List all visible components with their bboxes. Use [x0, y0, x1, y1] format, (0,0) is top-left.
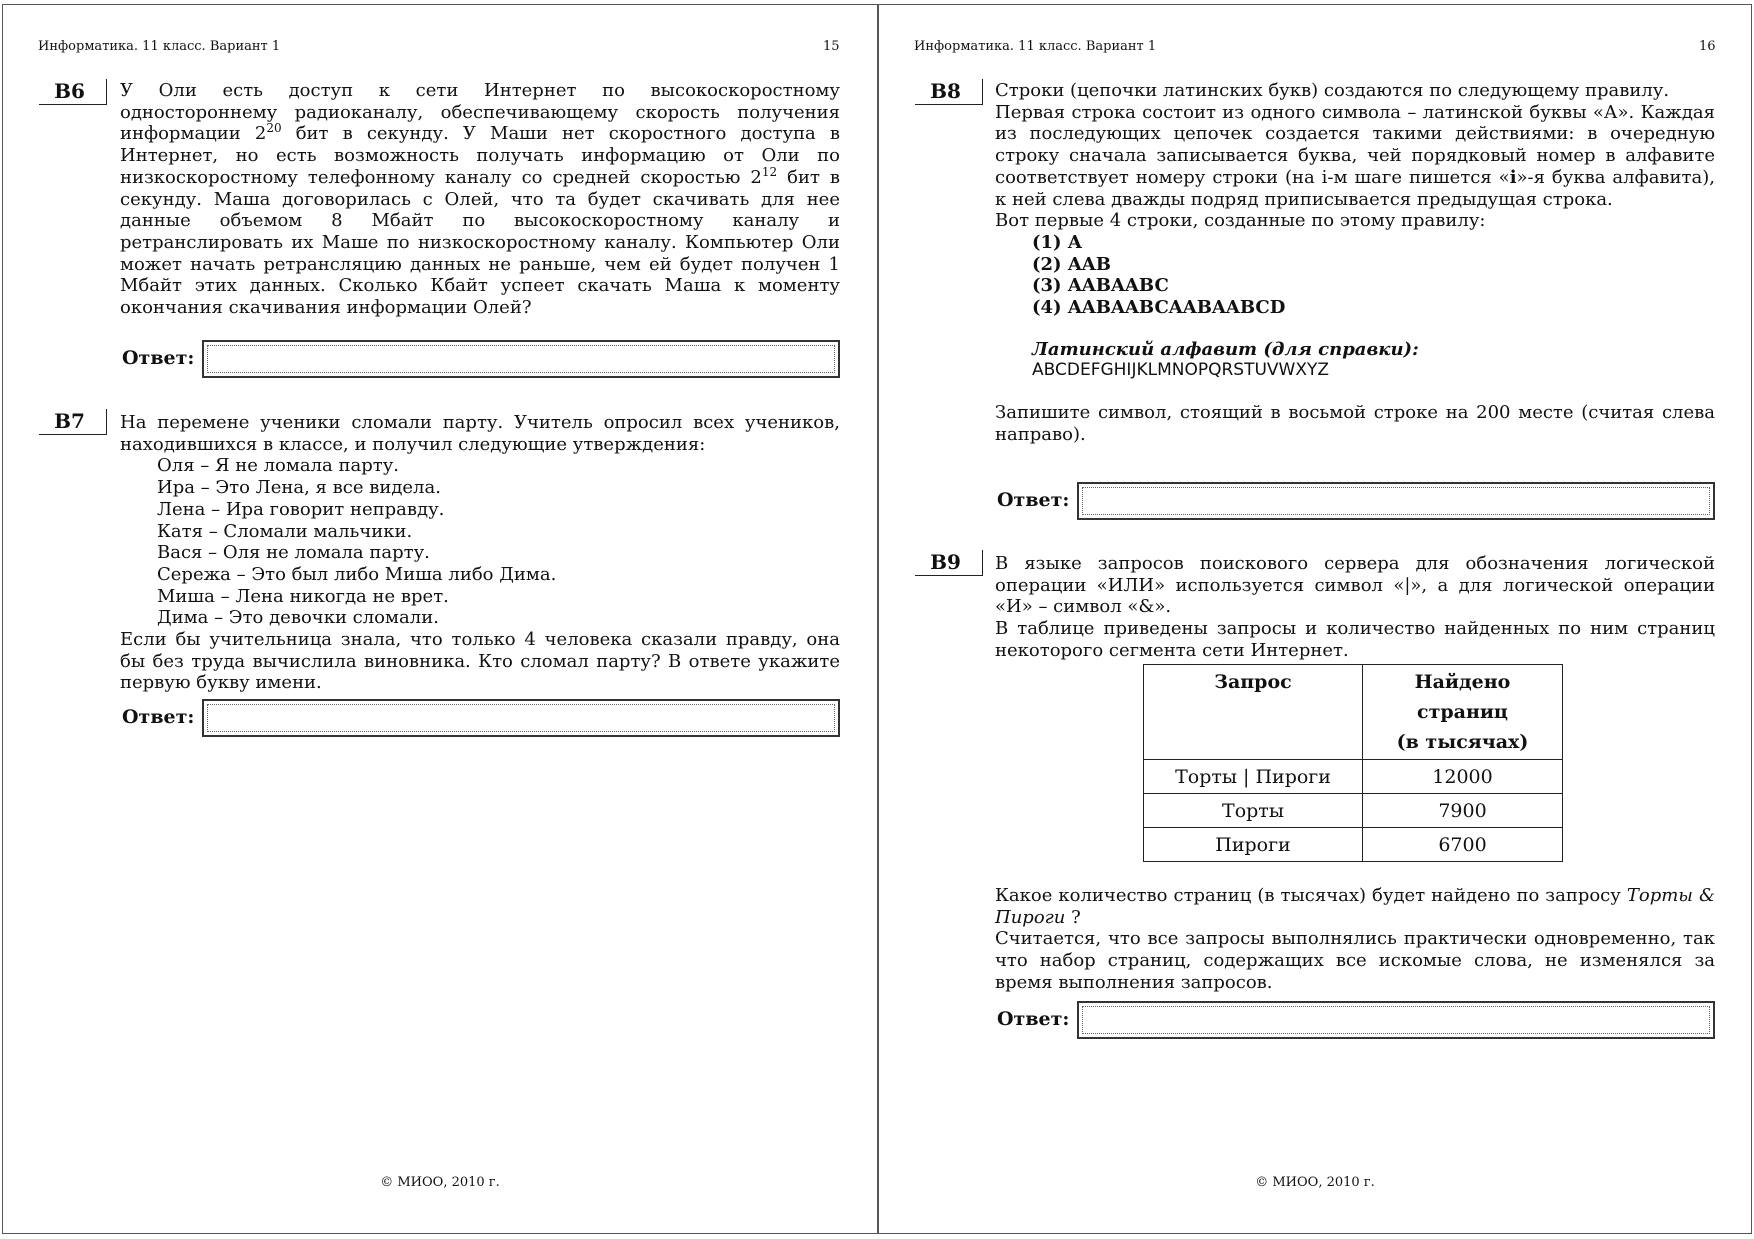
- task-label: B9: [915, 550, 983, 576]
- page-header-title: Информатика. 11 класс. Вариант 1: [38, 39, 281, 54]
- row-item: (4) AABAABCAABAABCD: [1032, 297, 1286, 319]
- statement: Ира – Это Лена, я все видела.: [157, 477, 441, 499]
- exponent: 12: [761, 164, 778, 179]
- task-text-part: бит в секунду. Маша договорилась с Олей, что та будет скачивать для нее данные объемом 8 Мбайт по высокоскоростному каналу и ретранслировать их Маше по низкоскоростному каналу. Компьютер Оли может начать ретрансляцию данных не раньше, чем ей будет получен 1 Мбайт этих данных. Сколько Кбайт успеет скачать Маша к моменту окончания скачивания информации Олей?: [120, 166, 840, 319]
- task-label: B7: [39, 409, 107, 435]
- left-page: [2, 4, 878, 1234]
- page-number: 16: [1699, 39, 1716, 54]
- table-header-row: [1144, 665, 1563, 760]
- answer-label: Ответ:: [122, 706, 195, 728]
- answer-input[interactable]: [1077, 1001, 1715, 1039]
- table-header-line: Найдено: [1414, 671, 1511, 693]
- task-paragraph: В языке запросов поискового сервера для обозначения логической операции «ИЛИ» используется символ «|», а для логической операции «И» – символ «&».: [995, 553, 1715, 618]
- task-label: B6: [39, 79, 107, 105]
- task-intro: На перемене ученики сломали парту. Учитель опросил всех учеников, находившихся в классе, и получил следующие утверждения:: [120, 412, 840, 455]
- table-row: [1144, 794, 1563, 828]
- table-cell-count: 12000: [1363, 760, 1563, 794]
- table-header-line: (в тысячах): [1396, 731, 1529, 753]
- page-header-title: Информатика. 11 класс. Вариант 1: [914, 39, 1157, 54]
- table-row: [1144, 828, 1563, 862]
- table-cell-query: Торты | Пироги: [1144, 760, 1363, 794]
- task-text-part: Первая строка состоит из одного символа – латинской буквы «А». Каждая из последующих цепочек создается такими действиями: в очередную строку сначала записывается буква, чей порядковый номер в алфавите соответствует номеру строки (на i-м шаге пишется «: [995, 101, 1715, 188]
- page-footer: © МИОО, 2010 г.: [380, 1175, 500, 1190]
- task-text-part: Какое количество страниц (в тысячах) будет найдено по запросу: [995, 885, 1621, 906]
- row-item: (3) AABAABC: [1032, 275, 1169, 297]
- page-number: 15: [823, 39, 840, 54]
- answer-input[interactable]: [202, 699, 840, 737]
- table-row: [1144, 760, 1563, 794]
- question-mark: ?: [1065, 906, 1081, 928]
- answer-row-b6: [120, 340, 840, 378]
- task-paragraph: В таблице приведены запросы и количество найденных по ним страниц некоторого сегмента сети Интернет.: [995, 618, 1715, 661]
- table-header-line: страниц: [1417, 701, 1508, 723]
- table-cell-query: Торты: [1144, 794, 1363, 828]
- row-item: (1) A: [1032, 231, 1082, 253]
- task-paragraph: Строки (цепочки латинских букв) создаются по следующему правилу.: [995, 80, 1670, 101]
- task-text: [120, 412, 840, 694]
- answer-row-b8: [995, 482, 1715, 520]
- answer-label: Ответ:: [997, 1008, 1070, 1030]
- statement-list: [120, 455, 840, 629]
- answer-row-b7: [120, 699, 840, 737]
- statement: Дима – Это девочки сломали.: [157, 607, 439, 629]
- alphabet: ABCDEFGHIJKLMNOPQRSTUVWXYZ: [1032, 360, 1330, 381]
- task-label: B8: [915, 79, 983, 105]
- table-header-query: Запрос: [1144, 665, 1363, 760]
- table-cell-query: Пироги: [1144, 828, 1363, 862]
- alphabet-title: Латинский алфавит (для справки):: [1032, 338, 1419, 360]
- table-cell-count: 7900: [1363, 794, 1563, 828]
- query-text: Торты & Пироги: [995, 885, 1715, 928]
- bold-index: i: [1509, 166, 1517, 188]
- task-text-part: »-я буква алфавита), к ней слева дважды подряд приписывается предыдущая строка.: [995, 166, 1715, 210]
- table-header-count: [1363, 665, 1563, 760]
- statement: Миша – Лена никогда не врет.: [157, 585, 449, 607]
- task-question: Если бы учительница знала, что только 4 человека сказали правду, она бы без труда вычислила виновника. Кто сломал парту? В ответе укажите первую букву имени.: [120, 629, 840, 694]
- query-table: [1143, 664, 1563, 862]
- alphabet-block: [995, 339, 1715, 382]
- answer-input[interactable]: [1077, 482, 1715, 520]
- statement: Вася – Оля не ломала парту.: [157, 542, 430, 564]
- table-cell-count: 6700: [1363, 828, 1563, 862]
- task-paragraph: Считается, что все запросы выполнялись практически одновременно, так что набор страниц, содержащих все искомые слова, не изменялся за время выполнения запросов.: [995, 928, 1715, 993]
- answer-label: Ответ:: [122, 347, 195, 369]
- answer-input[interactable]: [202, 340, 840, 378]
- statement: Катя – Сломали мальчики.: [157, 520, 413, 542]
- task-text: [995, 80, 1715, 446]
- statement: Сережа – Это был либо Миша либо Дима.: [157, 563, 557, 585]
- statement: Оля – Я не ломала парту.: [157, 455, 400, 477]
- right-page: [878, 4, 1752, 1234]
- statement: Лена – Ира говорит неправду.: [157, 498, 445, 520]
- task-paragraph: Вот первые 4 строки, созданные по этому правилу:: [995, 210, 1486, 232]
- answer-row-b9: [995, 1001, 1715, 1039]
- task-b9-question: [995, 885, 1715, 994]
- task-text: [120, 80, 840, 319]
- task-text-part: бит в секунду. У Маши нет скоростного доступа в Интернет, но есть возможность получать информацию от Оли по низкоскоростному телефонному каналу со средней скоростью 2: [120, 123, 841, 188]
- row-item: (2) AAB: [1032, 253, 1111, 275]
- rows-list: [995, 232, 1715, 319]
- page-footer: © МИОО, 2010 г.: [1255, 1175, 1375, 1190]
- answer-label: Ответ:: [997, 489, 1070, 511]
- exponent: 20: [266, 121, 282, 136]
- task-question: Запишите символ, стоящий в восьмой строке на 200 месте (считая слева направо).: [995, 402, 1715, 445]
- task-text: [995, 553, 1715, 662]
- task-text-part: У Оли есть доступ к сети Интернет по высокоскоростному одностороннему радиоканалу, обеспечивающему скорость получения информации 2: [120, 80, 840, 145]
